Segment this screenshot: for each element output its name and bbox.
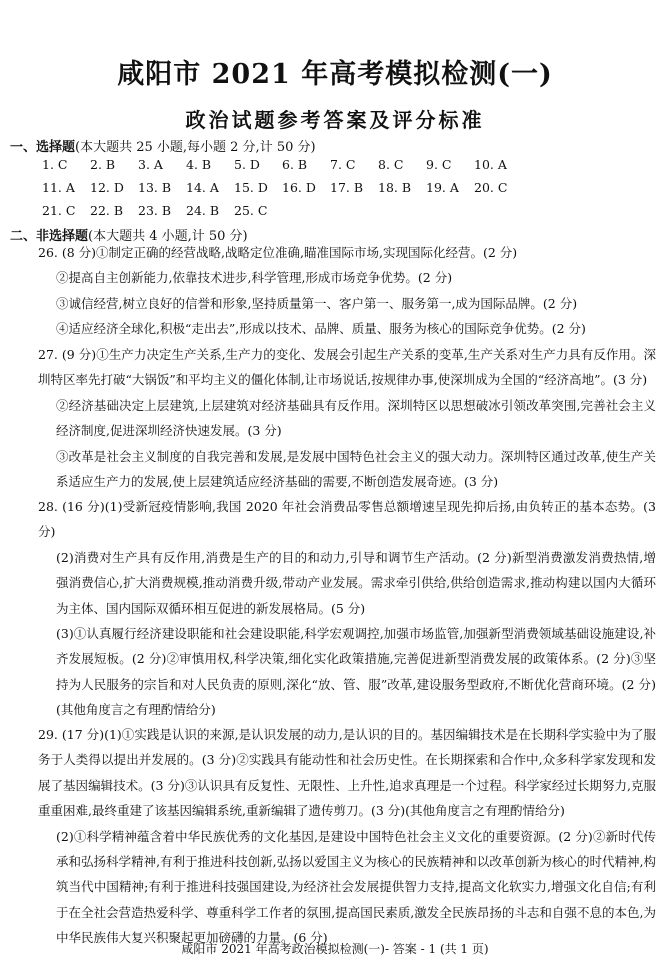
section-note: (本大题共 4 小题,计 50 分) [88, 229, 248, 244]
answer-item: 17. B [330, 180, 364, 195]
answer-paragraph: ③改革是社会主义制度的自我完善和发展,是发展中国特色社会主义的强大动力。深圳特区通过改革,使生产关系适应生产力的发展,使上层建筑适应经济基础的需要,不断创造发展奇迹。(3 分) [56, 448, 656, 490]
answer-row-1 [42, 157, 522, 172]
answer-paragraph: 29. (17 分)(1)①实践是认识的来源,是认识发展的动力,是认识的目的。基因编辑技术是在长期科学实验中为了服务于人类得以提出并发展的。(3 分)②实践具有能动性和社会历史性。在长期探索和合作中,众多科学家发现和发展了基因编辑技术。(3 分)③认识具有反复性、无限性、上升性,追求真理是一个过程。科学家经过长期努力,克服重重困难,最终重建了该基因编辑系统,重新编辑了遗传剪刀。(3 分)(其他角度言之有理酌情给分) [38, 727, 656, 819]
answer-item: 3. A [138, 157, 163, 172]
question-29-answer [38, 722, 656, 951]
answer-paragraph: 26. (8 分)①制定正确的经营战略,战略定位准确,瞄准国际市场,实现国际化经营。(2 分) [38, 245, 518, 260]
section-heading: 二、非选择题 [10, 229, 89, 244]
answer-paragraph: (2)①科学精神蕴含着中华民族优秀的文化基因,是建设中国特色社会主义文化的重要资源。(2 分)②新时代传承和弘扬科学精神,有利于推进科技创新,弘扬以爱国主义为核心的民族精神和以改革创新为核心的时代精神,构筑当代中国精神;有利于推进科技强国建设,为经济社会发展提供智力支持,提高文化软实力,增强文化自信;有利于在全社会营造热爱科学、尊重科学工作者的氛围,提高国民素质,激发全民族昂扬的斗志和自强不息的本色,为中华民族伟大复兴积聚起更加磅礴的力量。(6 分) [56, 828, 656, 946]
section-heading: 一、选择题 [10, 140, 76, 155]
answer-paragraph: ③诚信经营,树立良好的信誉和形象,坚持质量第一、客户第一、服务第一,成为国际品牌。(2 分) [56, 295, 578, 311]
section-note: (本大题共 25 小题,每小题 2 分,计 50 分) [75, 140, 316, 155]
answer-item: 22. B [90, 203, 124, 218]
answer-item: 14. A [186, 180, 219, 195]
answer-row-3 [42, 203, 282, 218]
question-28-answer [38, 494, 656, 723]
page-subtitle: 政治试题参考答案及评分标准 [185, 108, 485, 132]
answer-paragraph: 27. (9 分)①生产力决定生产关系,生产力的变化、发展会引起生产关系的变革,生产关系对生产力具有反作用。深圳特区率先打破“大锅饭”和平均主义的僵化体制,让市场说话,按规律办事,使深圳成为全国的“经济高地”。(3 分) [38, 347, 656, 388]
answer-paragraph: 28. (16 分)(1)受新冠疫情影响,我国 2020 年社会消费品零售总额增速呈现先抑后扬,由负转正的基本态势。(3 分) [38, 499, 656, 540]
section-multiple-choice-heading [10, 136, 316, 155]
page-footer: 咸阳市 2021 年高考政治模拟检测(一)- 答案 - 1 (共 1 页) [181, 942, 489, 956]
answer-item: 15. D [234, 180, 268, 195]
answer-paragraph: (3)①认真履行经济建设职能和社会建设职能,科学宏观调控,加强市场监管,加强新型消费领域基础设施建设,补齐发展短板。(2 分)②审慎用权,科学决策,细化实化政策措施,完善促进新型消费发展的政策体系。(2 分)③坚持为人民服务的宗旨和对人民负责的原则,深化“放、管、服”改革,建设服务型政府,不断优化营商环境。(2 分)(其他角度言之有理酌情给分) [56, 626, 656, 718]
answer-item: 20. C [474, 180, 508, 195]
answer-item: 5. D [234, 157, 260, 172]
answer-item: 1. C [42, 157, 68, 172]
answer-item: 13. B [138, 180, 172, 195]
answer-item: 2. B [90, 157, 116, 172]
answer-item: 24. B [186, 203, 220, 218]
answer-row-2 [42, 180, 522, 195]
answer-item: 9. C [426, 157, 452, 172]
answer-item: 8. C [378, 157, 404, 172]
answer-item: 4. B [186, 157, 212, 172]
answer-item: 7. C [330, 157, 356, 172]
answer-item: 19. A [426, 180, 459, 195]
answer-item: 25. C [234, 203, 268, 218]
answer-item: 11. A [42, 180, 75, 195]
answer-item: 10. A [474, 157, 507, 172]
answer-item: 18. B [378, 180, 412, 195]
question-26-answer [38, 240, 656, 342]
answer-paragraph: ②经济基础决定上层建筑,上层建筑对经济基础具有反作用。深圳特区以思想破冰引领改革突围,完善社会主义经济制度,促进深圳经济快速发展。(3 分) [56, 397, 656, 439]
answer-paragraph: ②提高自主创新能力,依靠技术进步,科学管理,形成市场竞争优势。(2 分) [56, 270, 453, 286]
answer-item: 16. D [282, 180, 316, 195]
page-title: 咸阳市 2021 年高考模拟检测(一) [117, 59, 553, 90]
question-27-answer [38, 342, 656, 494]
answer-item: 23. B [138, 203, 172, 218]
answer-paragraph: (2)消费对生产具有反作用,消费是生产的目的和动力,引导和调节生产活动。(2 分)新型消费激发消费热情,增强消费信心,扩大消费规模,推动消费升级,带动产业发展。需求牵引供给,供给创造需求,推动构建以国内大循环为主体、国内国际双循环相互促进的新发展格局。(5 分) [56, 549, 656, 616]
answer-item: 12. D [90, 180, 124, 195]
answer-paragraph: ④适应经济全球化,积极“走出去”,形成以技术、品牌、质量、服务为核心的国际竞争优势。(2 分) [56, 321, 586, 337]
answer-item: 6. B [282, 157, 308, 172]
answer-item: 21. C [42, 203, 76, 218]
